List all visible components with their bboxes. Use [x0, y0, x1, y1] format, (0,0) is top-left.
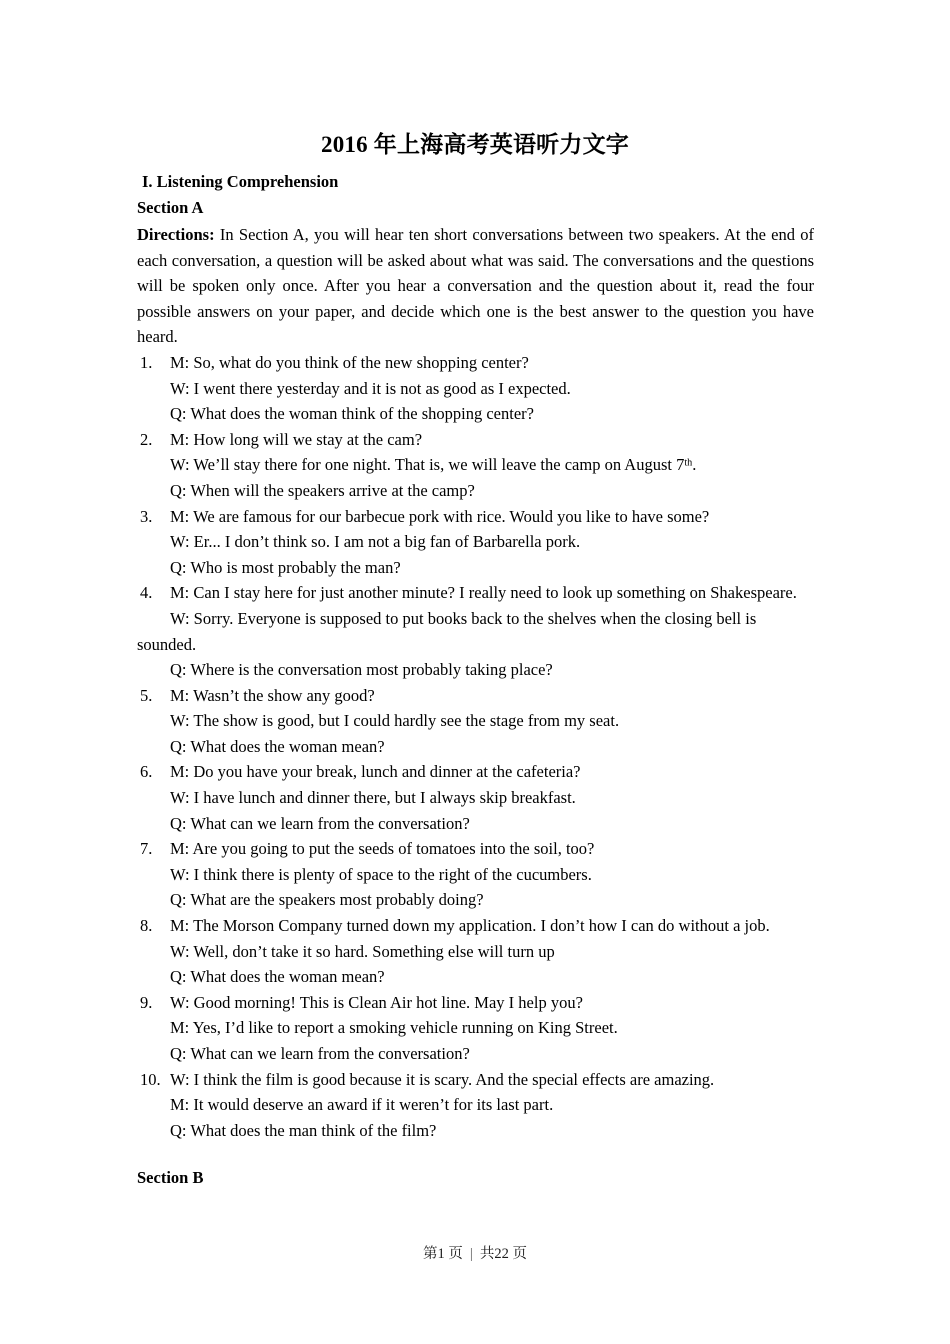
item-number: 9. — [140, 992, 153, 1012]
conversation-item — [137, 836, 814, 913]
item-line-woman: W: Good morning! This is Clean Air hot line. May I help you? — [170, 992, 583, 1012]
item-line-man: M: It would deserve an award if it weren’t for its last part. — [170, 1095, 554, 1115]
conversation-item — [137, 1067, 814, 1144]
item-line-man: M: Yes, I’d like to report a smoking vehicle running on King Street. — [170, 1018, 618, 1038]
section-a-heading: Section A — [137, 197, 204, 217]
page-footer — [0, 1242, 950, 1263]
conversation-item — [137, 913, 814, 990]
item-number: 8. — [140, 916, 153, 936]
directions-label: Directions: — [137, 225, 215, 244]
item-line-woman-text: W: We’ll stay there for one night. That is, we will leave the camp on August 7 — [170, 455, 685, 475]
item-line-question: Q: Where is the conversation most probably taking place? — [170, 660, 553, 680]
directions-paragraph — [137, 222, 814, 350]
item-line-man: M: Can I stay here for just another minute? I really need to look up something on Shakespeare. — [170, 583, 797, 603]
item-line-woman: W: I think there is plenty of space to the right of the cucumbers. — [170, 864, 592, 884]
item-line-question: Q: What can we learn from the conversation? — [170, 1044, 470, 1063]
document-body — [137, 169, 814, 1188]
item-number: 7. — [140, 839, 153, 859]
conversation-item — [137, 580, 814, 682]
item-line-man: M: So, what do you think of the new shopping center? — [170, 352, 529, 372]
item-line-woman: W: I have lunch and dinner there, but I always skip breakfast. — [170, 788, 576, 808]
item-line-man: M: We are famous for our barbecue pork with rice. Would you like to have some? — [170, 506, 710, 526]
conversation-item — [137, 350, 814, 427]
item-line-man: M: Are you going to put the seeds of tomatoes into the soil, too? — [170, 839, 595, 859]
conversation-item — [137, 759, 814, 836]
footer-total-pages: 共22 页 — [479, 1246, 527, 1262]
item-line-woman-tail: . — [692, 455, 697, 475]
footer-current-page: 第1 页 — [423, 1246, 463, 1262]
conversation-item — [137, 427, 814, 504]
item-line-question: Q: What does the man think of the film? — [170, 1120, 437, 1140]
item-line-question: Q: What does the woman think of the shopping center? — [170, 404, 534, 424]
item-line-man: M: Wasn’t the show any good? — [170, 685, 375, 705]
item-number: 5. — [140, 685, 153, 705]
item-line-woman: W: The show is good, but I could hardly see the stage from my seat. — [170, 711, 620, 731]
item-line-woman: W: Well, don’t take it so hard. Something else will turn up — [170, 941, 555, 961]
section-b-heading: Section B — [137, 1168, 204, 1188]
item-line-question: Q: When will the speakers arrive at the camp? — [170, 480, 475, 500]
item-line-woman — [170, 452, 814, 478]
item-line-woman: W: Sorry. Everyone is supposed to put books back to the shelves when the closing bell is — [170, 608, 757, 628]
item-line-man: M: Do you have your break, lunch and dinner at the cafeteria? — [170, 762, 581, 782]
conversation-item — [137, 990, 814, 1067]
item-line-question: Q: Who is most probably the man? — [170, 557, 401, 577]
footer-separator: | — [469, 1246, 473, 1262]
part-heading-listening-comprehension: I. Listening Comprehension — [142, 172, 339, 191]
item-line-question: Q: What can we learn from the conversation? — [170, 813, 470, 833]
conversation-item — [137, 504, 814, 581]
item-number: 2. — [140, 429, 153, 449]
item-line-man: M: How long will we stay at the cam? — [170, 429, 423, 449]
item-line-question: Q: What does the woman mean? — [170, 967, 385, 987]
conversation-item — [137, 683, 814, 760]
item-line-man: M: The Morson Company turned down my application. I don’t how I can do without a job. — [170, 916, 770, 936]
ordinal-suffix: th — [684, 458, 693, 470]
item-number: 6. — [140, 762, 153, 782]
item-number: 4. — [140, 583, 153, 603]
item-line-woman-continuation: sounded. — [137, 634, 197, 654]
item-line-question: Q: What does the woman mean? — [170, 736, 385, 756]
item-number: 10. — [140, 1069, 161, 1089]
item-line-woman: W: I went there yesterday and it is not as good as I expected. — [170, 378, 571, 398]
item-number: 1. — [140, 352, 153, 372]
item-line-question: Q: What are the speakers most probably doing? — [170, 890, 484, 910]
document-title: 2016 年上海高考英语听力文字 — [321, 132, 629, 157]
item-line-woman: W: I think the film is good because it is scary. And the special effects are amazing. — [170, 1069, 715, 1089]
directions-text: In Section A, you will hear ten short conversations between two speakers. At the end of each conversation, a question will be asked about what was said. The conversations and the questions will be spoken only once. After you hear a conversation and the question about it, read the four possible answers on your paper, and decide which one is the best answer to the question you have heard. — [137, 225, 815, 347]
item-number: 3. — [140, 506, 153, 526]
item-line-woman: W: Er... I don’t think so. I am not a big fan of Barbarella pork. — [170, 532, 581, 552]
